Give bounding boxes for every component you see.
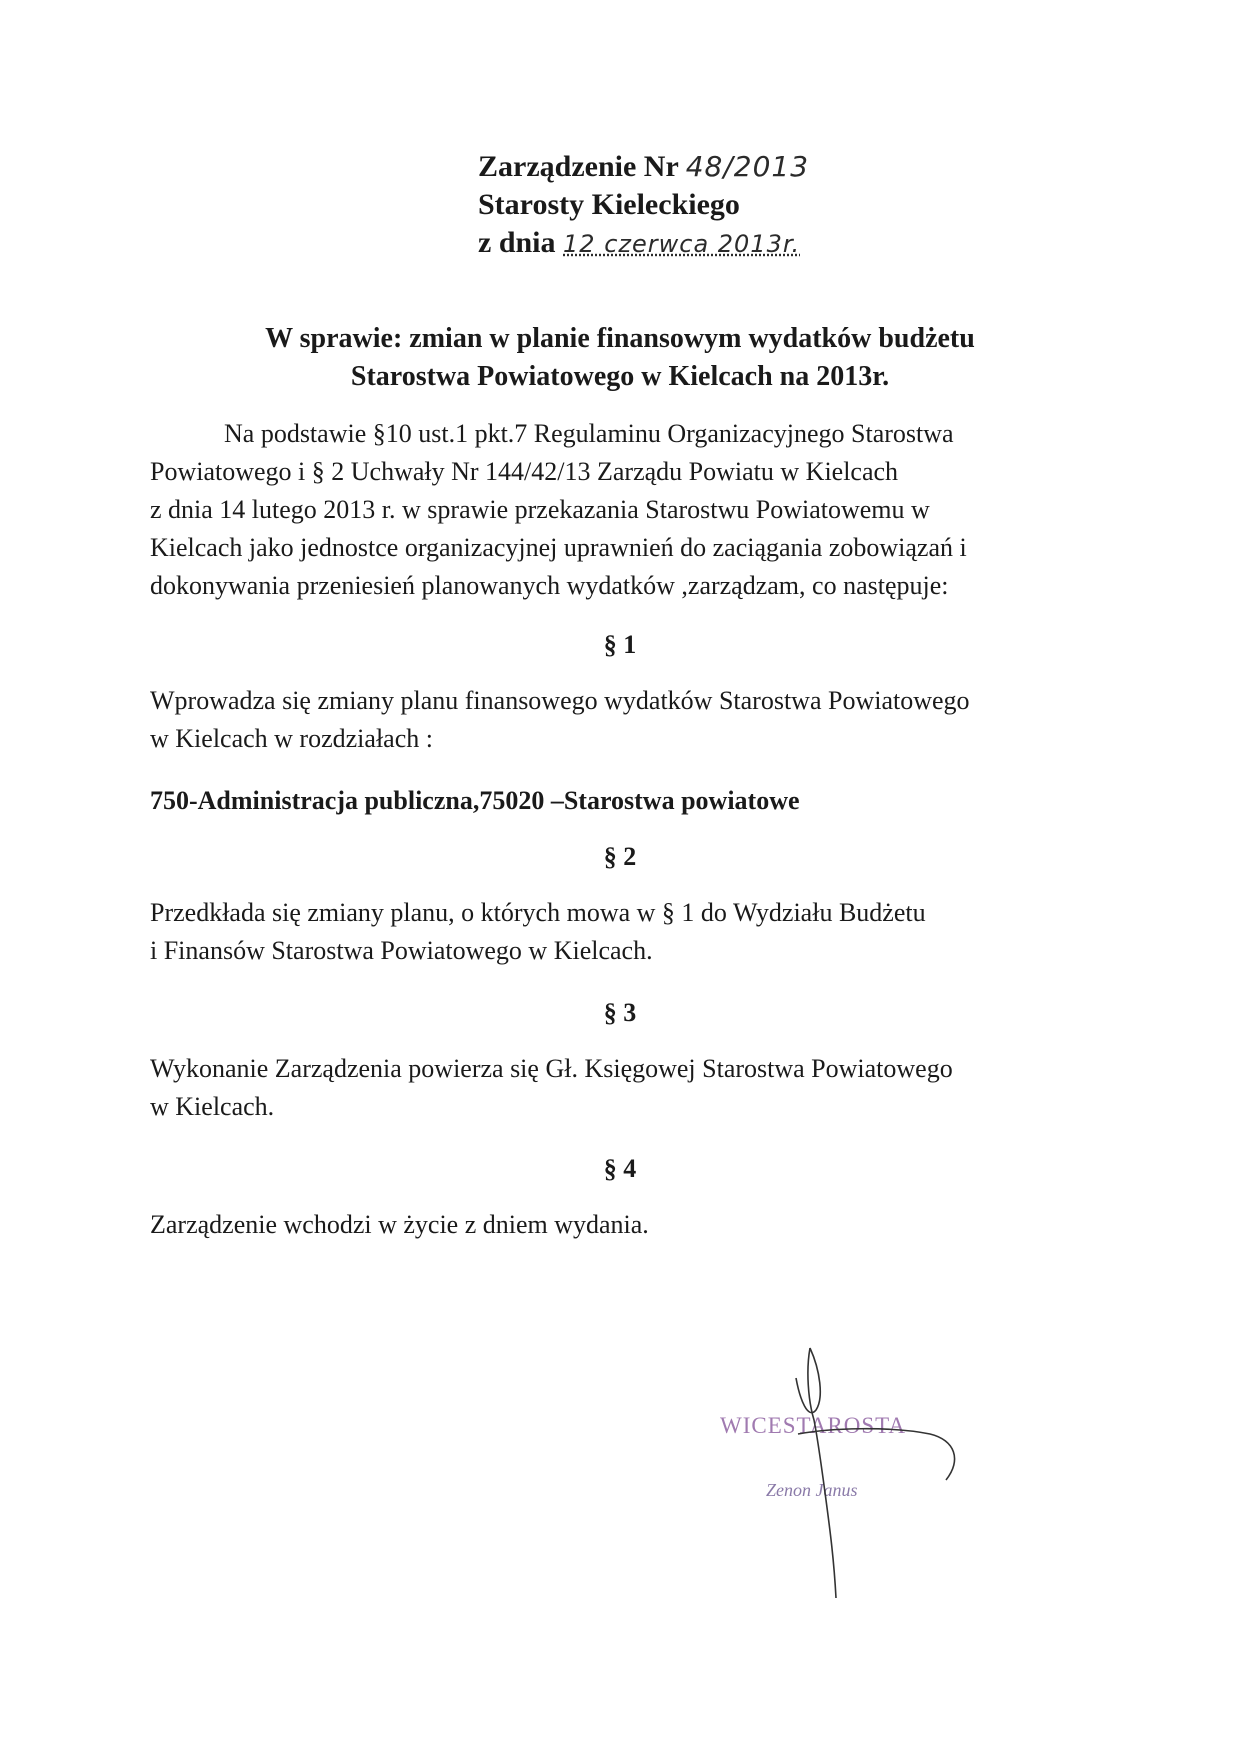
handwritten-signature xyxy=(700,1330,1000,1610)
paragraph-line: i Finansów Starostwa Powiatowego w Kielcach. xyxy=(150,936,653,965)
budget-chapter-line: 750-Administracja publiczna,75020 –Starostwa powiatowe xyxy=(150,786,800,815)
section-4-text xyxy=(150,1206,1080,1244)
order-number-row xyxy=(478,148,809,186)
paragraph-line: Na podstawie §10 ust.1 pkt.7 Regulaminu Organizacyjnego Starostwa xyxy=(224,419,954,448)
paragraph-line: Kielcach jako jednostce organizacyjnej uprawnień do zaciągania zobowiązań i xyxy=(150,533,967,562)
paragraph-line: Przedkłada się zmiany planu, o których mowa w § 1 do Wydziału Budżetu xyxy=(150,898,926,927)
section-3-text xyxy=(150,1050,1080,1126)
stamp-title: WICESTAROSTA xyxy=(720,1413,906,1438)
paragraph-line: dokonywania przeniesień planowanych wydatków ,zarządzam, co następuje: xyxy=(150,571,949,600)
paragraph-line: z dnia 14 lutego 2013 r. w sprawie przekazania Starostwu Powiatowemu w xyxy=(150,495,930,524)
stamp-name: Zenon Janus xyxy=(766,1480,858,1500)
paragraph-line: Wykonanie Zarządzenia powierza się Gł. Księgowej Starostwa Powiatowego xyxy=(150,1054,953,1083)
subject-line: Starostwa Powiatowego w Kielcach na 2013r. xyxy=(350,361,890,392)
date-prefix: z dnia xyxy=(478,226,556,259)
section-2-text xyxy=(150,894,1080,970)
section-1-text xyxy=(150,682,1080,758)
section-mark-1: § 1 xyxy=(603,630,637,659)
subject-heading xyxy=(0,320,1240,396)
legal-basis-paragraph xyxy=(150,415,1080,605)
order-title: Zarządzenie Nr xyxy=(478,150,679,183)
authority-row: Starosty Kieleckiego xyxy=(478,188,740,221)
date-handwritten: 12 czerwca 2013r. xyxy=(563,230,801,258)
section-mark-3: § 3 xyxy=(603,998,637,1027)
section-mark-4: § 4 xyxy=(603,1154,637,1183)
subject-line: W sprawie: zmian w planie finansowym wydatków budżetu xyxy=(265,323,975,354)
date-row xyxy=(478,224,809,263)
section-mark-2: § 2 xyxy=(603,842,637,871)
paragraph-line: Powiatowego i § 2 Uchwały Nr 144/42/13 Zarządu Powiatu w Kielcach xyxy=(150,457,899,486)
signature-block xyxy=(700,1330,1000,1610)
document-header xyxy=(478,148,809,263)
paragraph-line: w Kielcach. xyxy=(150,1092,275,1121)
paragraph-line: w Kielcach w rozdziałach : xyxy=(150,724,433,753)
paragraph-line: Zarządzenie wchodzi w życie z dniem wydania. xyxy=(150,1210,649,1239)
order-number-handwritten: 48/2013 xyxy=(685,150,810,183)
paragraph-line: Wprowadza się zmiany planu finansowego wydatków Starostwa Powiatowego xyxy=(150,686,970,715)
